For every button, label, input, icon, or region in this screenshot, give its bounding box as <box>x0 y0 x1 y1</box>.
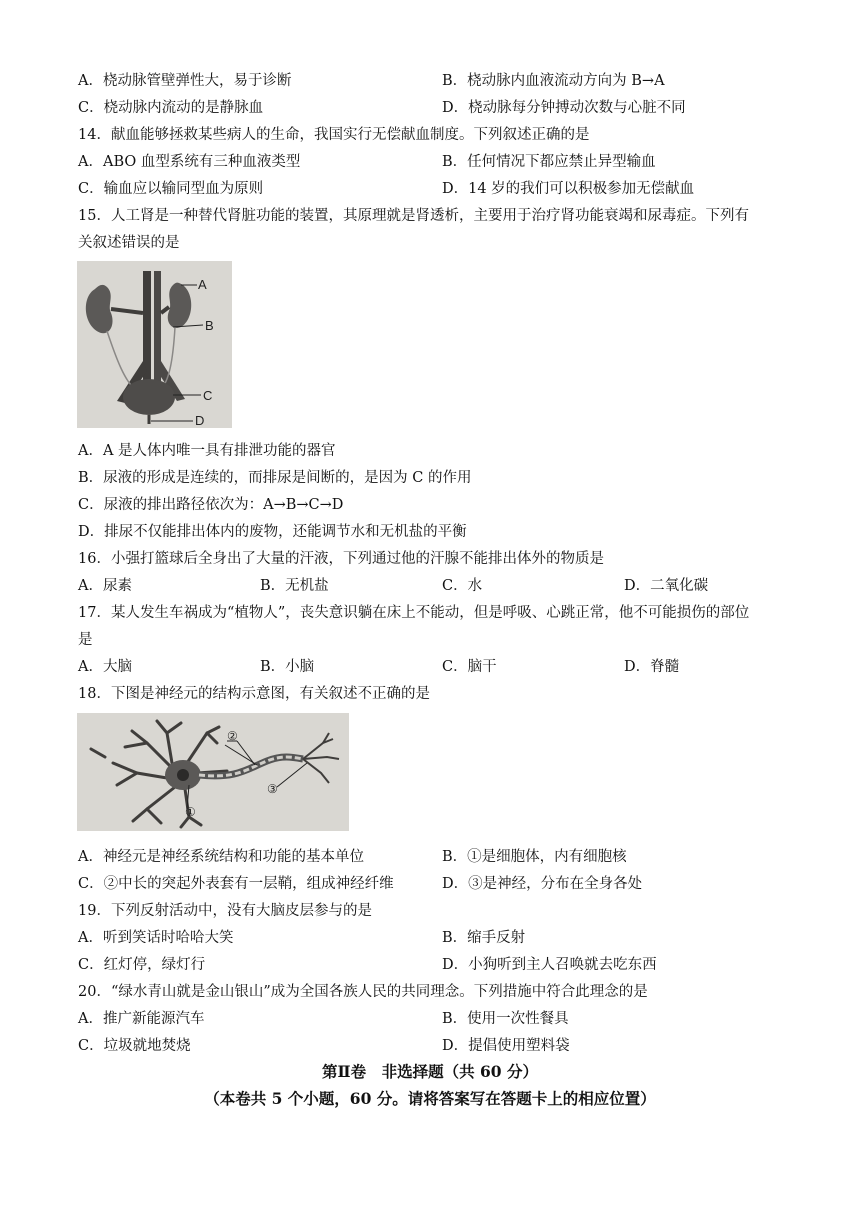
q13-options-row2 <box>78 96 838 117</box>
q20-stem: 20．“绿水青山就是金山银山”成为全国各族人民的共同理念。下列措施中符合此理念的是 <box>78 984 648 1000</box>
nucleus <box>177 769 189 781</box>
q17-options <box>78 655 838 676</box>
q18-option-c: C．②中长的突起外表套有一层鞘，组成神经纤维 <box>78 876 394 892</box>
q15-stem-line2: 关叙述错误的是 <box>78 235 180 251</box>
q19-options-row1 <box>78 926 838 947</box>
q19-stem: 19．下列反射活动中，没有大脑皮层参与的是 <box>78 903 372 919</box>
q14-option-d: D．14 岁的我们可以积极参加无偿献血 <box>442 181 695 197</box>
urinary-system-figure <box>77 261 232 428</box>
q13-option-a: A．桡动脉管壁弹性大，易于诊断 <box>78 73 292 89</box>
q19-options-row2 <box>78 953 838 974</box>
urinary-label-c: C <box>203 388 213 403</box>
q18-options-row1 <box>78 845 838 866</box>
q18-stem: 18．下图是神经元的结构示意图，有关叙述不正确的是 <box>78 686 430 702</box>
q18-option-b: B．①是细胞体，内有细胞核 <box>442 849 627 865</box>
q17-stem-line1: 17．某人发生车祸成为“植物人”，丧失意识躺在床上不能动，但是呼吸、心跳正常，他不可能损伤的部位 <box>78 605 750 621</box>
urinary-label-b: B <box>205 318 214 333</box>
q18-option-a: A．神经元是神经系统结构和功能的基本单位 <box>78 849 364 865</box>
urinary-system-diagram <box>77 261 232 428</box>
q14-options-row2 <box>78 177 838 198</box>
q19-option-a: A．听到笑话时哈哈大笑 <box>78 930 234 946</box>
q15-option-a: A．A 是人体内唯一具有排泄功能的器官 <box>78 443 336 459</box>
q17-option-c: C．脑干 <box>442 659 497 675</box>
q20-option-b: B．使用一次性餐具 <box>442 1011 569 1027</box>
q15-option-b: B．尿液的形成是连续的，而排尿是间断的，是因为 C 的作用 <box>78 470 472 486</box>
q15-option-c: C．尿液的排出路径依次为：A→B→C→D <box>78 497 344 513</box>
q17-option-b: B．小脑 <box>260 659 315 675</box>
urinary-label-d: D <box>195 413 205 428</box>
q14-option-a: A．ABO 血型系统有三种血液类型 <box>78 154 301 170</box>
urinary-label-a: A <box>198 277 207 292</box>
q17-option-a: A．大脑 <box>78 659 132 675</box>
section2-title: 第Ⅱ卷 非选择题（共 60 分） <box>322 1062 538 1081</box>
q16-option-a: A．尿素 <box>78 578 132 594</box>
section2-subtitle: （本卷共 5 个小题，60 分。请将答案写在答题卡上的相应位置） <box>204 1089 656 1108</box>
q13-options-row1 <box>78 69 838 90</box>
q19-option-b: B．缩手反射 <box>442 930 526 946</box>
q19-option-c: C．红灯停，绿灯行 <box>78 957 206 973</box>
q16-option-d: D．二氧化碳 <box>624 578 709 594</box>
q15-option-d: D．排尿不仅能排出体内的废物，还能调节水和无机盐的平衡 <box>78 524 467 540</box>
q20-options-row1 <box>78 1007 838 1028</box>
q13-option-d: D．桡动脉每分钟搏动次数与心脏不同 <box>442 100 686 116</box>
q19-option-d: D．小狗听到主人召唤就去吃东西 <box>442 957 657 973</box>
q16-option-b: B．无机盐 <box>260 578 329 594</box>
q16-options <box>78 574 838 595</box>
neuron-diagram <box>77 713 349 831</box>
q15-stem-line1: 15．人工肾是一种替代肾脏功能的装置，其原理就是肾透析，主要用于治疗肾功能衰竭和尿毒症。下列有 <box>78 208 749 224</box>
q18-options-row2 <box>78 872 838 893</box>
q17-stem-line2: 是 <box>78 632 93 648</box>
q14-option-c: C．输血应以输同型血为原则 <box>78 181 264 197</box>
q20-option-a: A．推广新能源汽车 <box>78 1011 205 1027</box>
neuron-label-3: ③ <box>267 782 278 796</box>
q14-stem: 14．献血能够拯救某些病人的生命，我国实行无偿献血制度。下列叙述正确的是 <box>78 127 590 143</box>
q20-option-c: C．垃圾就地焚烧 <box>78 1038 191 1054</box>
q13-option-c: C．桡动脉内流动的是静脉血 <box>78 100 264 116</box>
q20-option-d: D．提倡使用塑料袋 <box>442 1038 570 1054</box>
q16-option-c: C．水 <box>442 578 483 594</box>
neuron-label-2: ② <box>227 729 238 743</box>
q17-option-d: D．脊髓 <box>624 659 680 675</box>
q20-options-row2 <box>78 1034 838 1055</box>
neuron-label-1: ① <box>185 805 196 819</box>
bladder <box>123 379 175 415</box>
q14-option-b: B．任何情况下都应禁止异型输血 <box>442 154 656 170</box>
q16-stem: 16．小强打篮球后全身出了大量的汗液，下列通过他的汗腺不能排出体外的物质是 <box>78 551 604 567</box>
q14-options-row1 <box>78 150 838 171</box>
q13-option-b: B．桡动脉内血液流动方向为 B→A <box>442 73 665 89</box>
q18-option-d: D．③是神经，分布在全身各处 <box>442 876 643 892</box>
neuron-figure <box>77 713 349 831</box>
